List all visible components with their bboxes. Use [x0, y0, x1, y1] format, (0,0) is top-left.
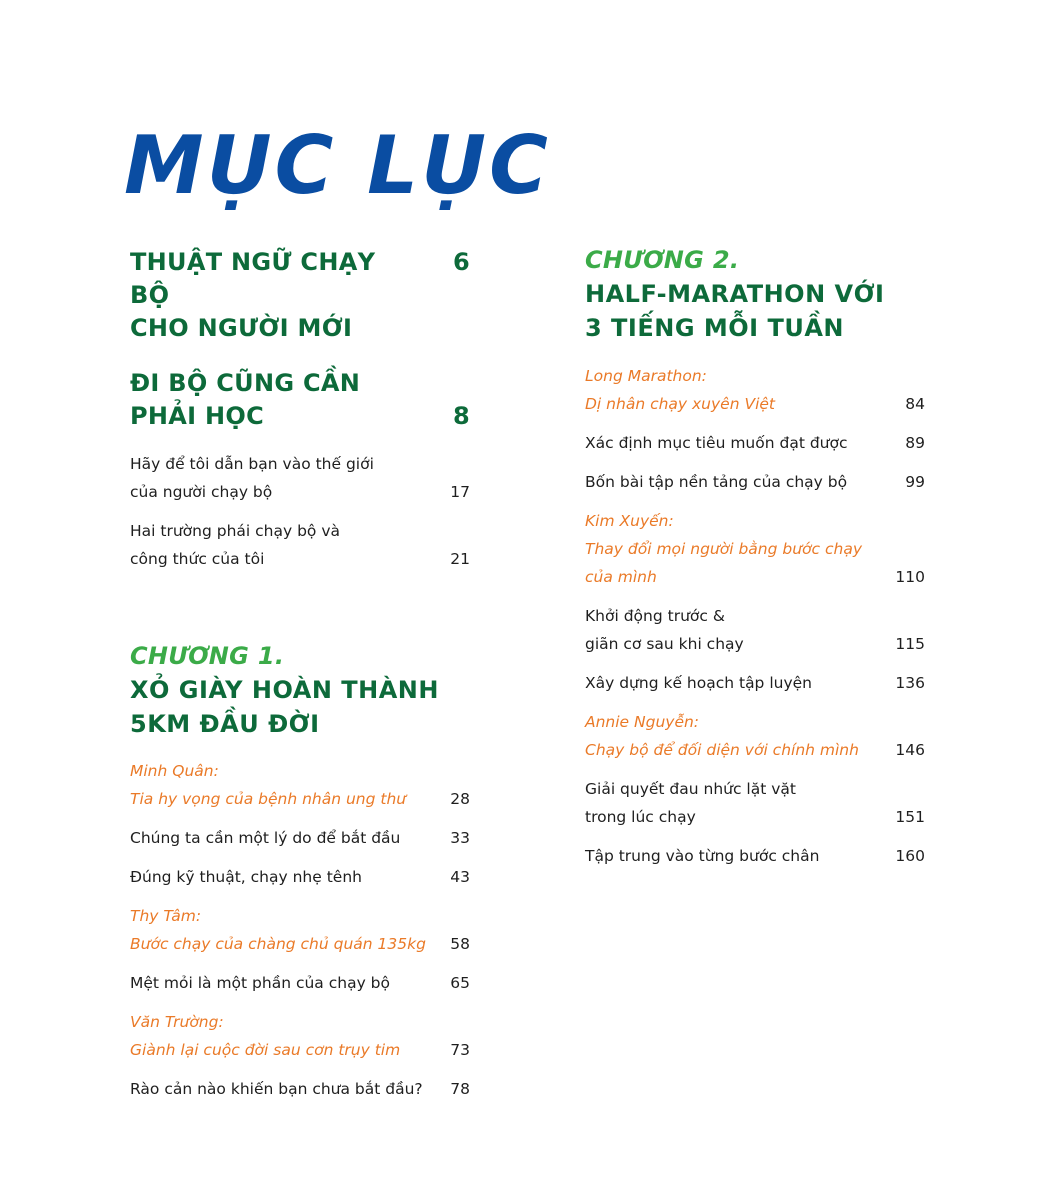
chapter-1-entry-list: [130, 757, 470, 1103]
entry-line: của người chạy bộ: [130, 483, 273, 501]
entry-line: Xây dựng kế hoạch tập luyện: [585, 674, 812, 692]
toc-entry[interactable]: [130, 1075, 470, 1103]
toc-profile-entry[interactable]: [130, 902, 470, 958]
page-number: 99: [905, 473, 925, 491]
chapter-2-header: [585, 244, 925, 345]
entry-line: Giải quyết đau nhức lặt vặt: [585, 780, 796, 798]
toc-profile-entry[interactable]: [585, 507, 925, 591]
page-number: 89: [905, 434, 925, 452]
page-number: 65: [450, 974, 470, 992]
page-number: 33: [450, 829, 470, 847]
toc-entry[interactable]: [585, 669, 925, 697]
chapter-title-line: HALF-MARATHON VỚI: [585, 280, 885, 308]
page-number: 43: [450, 868, 470, 886]
toc-entry[interactable]: [130, 450, 470, 506]
toc-entry[interactable]: [130, 863, 470, 891]
toc-profile-entry[interactable]: [130, 1008, 470, 1064]
chapter-1-header: [130, 640, 470, 741]
chapter-2-entry-list: [585, 362, 925, 870]
entry-line: giãn cơ sau khi chạy: [585, 635, 744, 653]
entry-line: Đúng kỹ thuật, chạy nhẹ tênh: [130, 868, 362, 886]
chapter-title-line: 3 TIẾNG MỖI TUẦN: [585, 314, 844, 342]
intro-entry-list: [130, 450, 470, 573]
entry-line: công thức của tôi: [130, 550, 265, 568]
entry-line: Thy Tâm:: [130, 907, 202, 925]
toc-entry[interactable]: [585, 602, 925, 658]
toc-entry[interactable]: [585, 468, 925, 496]
page-number: 78: [450, 1080, 470, 1098]
page-number: 58: [450, 935, 470, 953]
toc-entry[interactable]: [130, 517, 470, 573]
entry-line: Dị nhân chạy xuyên Việt: [585, 395, 775, 413]
entry-line: Văn Trường:: [130, 1013, 224, 1031]
entry-line: Xác định mục tiêu muốn đạt được: [585, 434, 848, 452]
chapter-label: CHƯƠNG 1.: [130, 642, 285, 670]
toc-heading-walking[interactable]: [130, 367, 470, 433]
entry-line: Chúng ta cần một lý do để bắt đầu: [130, 829, 401, 847]
heading-line: PHẢI HỌC: [130, 402, 265, 430]
toc-entry[interactable]: [585, 775, 925, 831]
chapter-title-line: XỎ GIÀY HOÀN THÀNH: [130, 676, 439, 704]
toc-profile-entry[interactable]: [585, 708, 925, 764]
heading-line: ĐI BỘ CŨNG CẦN: [130, 369, 361, 397]
entry-line: trong lúc chạy: [585, 808, 696, 826]
page-number: 136: [895, 674, 925, 692]
page-number: 110: [895, 568, 925, 586]
toc-entry[interactable]: [130, 824, 470, 852]
heading-line: CHO NGƯỜI MỚI: [130, 314, 353, 342]
chapter-title: [130, 673, 470, 741]
entry-line: Chạy bộ để đối diện với chính mình: [585, 741, 859, 759]
page-number: 17: [450, 483, 470, 501]
page-number: 151: [895, 808, 925, 826]
entry-line: Mệt mỏi là một phần của chạy bộ: [130, 974, 390, 992]
page-number: 28: [450, 790, 470, 808]
toc-left-column: [130, 246, 470, 1103]
toc-profile-entry[interactable]: [130, 757, 470, 813]
page-number: 160: [895, 847, 925, 865]
page-number: 73: [450, 1041, 470, 1059]
entry-line: Rào cản nào khiến bạn chưa bắt đầu?: [130, 1080, 423, 1098]
entry-line: Tia hy vọng của bệnh nhân ung thư: [130, 790, 407, 808]
entry-line: Kim Xuyến:: [585, 512, 674, 530]
toc-entry[interactable]: [585, 842, 925, 870]
entry-line: Giành lại cuộc đời sau cơn trụy tim: [130, 1041, 401, 1059]
toc-profile-entry[interactable]: [585, 362, 925, 418]
entry-line: Annie Nguyễn:: [585, 713, 700, 731]
toc-entry[interactable]: [585, 429, 925, 457]
entry-line: Bước chạy của chàng chủ quán 135kg: [130, 935, 426, 953]
entry-line: Hãy để tôi dẫn bạn vào thế giới: [130, 455, 374, 473]
entry-line: Khởi động trước &: [585, 607, 725, 625]
entry-line: Minh Quân:: [130, 762, 219, 780]
page-number: 115: [895, 635, 925, 653]
chapter-title-line: 5KM ĐẦU ĐỜI: [130, 710, 320, 738]
chapter-label: CHƯƠNG 2.: [585, 246, 740, 274]
page-number: 8: [453, 402, 470, 430]
heading-line: THUẬT NGỮ CHẠY BỘ: [130, 248, 376, 309]
entry-line: Bốn bài tập nền tảng của chạy bộ: [585, 473, 848, 491]
toc-right-column: [585, 244, 925, 870]
entry-line: Tập trung vào từng bước chân: [585, 847, 820, 865]
entry-line: Thay đổi mọi người bằng bước chạy: [585, 540, 863, 558]
page-title: MỤC LỤC: [124, 119, 551, 212]
entry-line: Hai trường phái chạy bộ và: [130, 522, 340, 540]
toc-heading-terms[interactable]: [130, 246, 470, 345]
toc-entry[interactable]: [130, 969, 470, 997]
chapter-title: [585, 277, 925, 345]
page-number: 146: [895, 741, 925, 759]
page-number: 84: [905, 395, 925, 413]
page-number: 6: [453, 248, 470, 276]
entry-line: của mình: [585, 568, 657, 586]
page-number: 21: [450, 550, 470, 568]
entry-line: Long Marathon:: [585, 367, 707, 385]
